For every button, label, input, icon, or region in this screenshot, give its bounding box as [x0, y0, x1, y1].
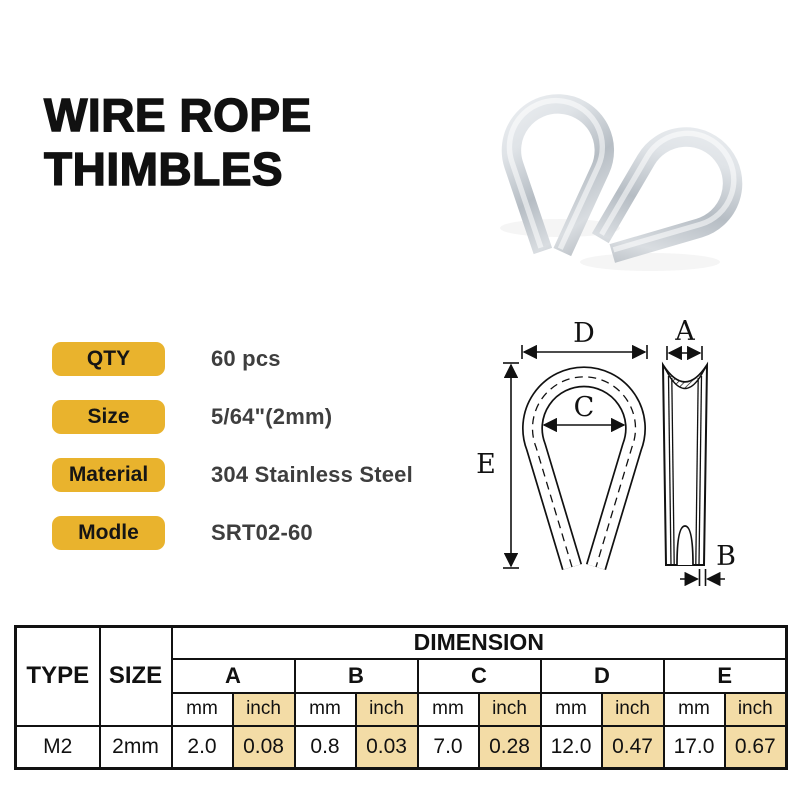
dim-label-E: E [476, 449, 496, 480]
cell-B-inch: 0.03 [356, 726, 418, 769]
col-header-B: B [295, 659, 418, 693]
dim-label-D: D [573, 318, 595, 349]
thimble-side-view [663, 365, 707, 565]
spec-row-model [52, 516, 413, 550]
cell-type: M2 [16, 726, 100, 769]
spec-row-material [52, 458, 413, 492]
dimension-table [14, 625, 788, 770]
page-title [44, 88, 312, 197]
unit-header-inch: inch [356, 693, 418, 726]
cell-D-inch: 0.47 [602, 726, 664, 769]
material-badge: Material [52, 458, 165, 492]
unit-header-mm: mm [418, 693, 479, 726]
model-value: SRT02-60 [211, 520, 313, 545]
table-row [16, 726, 787, 769]
cell-B-mm: 0.8 [295, 726, 356, 769]
material-value: 304 Stainless Steel [211, 462, 413, 487]
page-title-line1: WIRE ROPE [44, 89, 312, 141]
size-value: 5/64"(2mm) [211, 404, 333, 429]
qty-value: 60 pcs [211, 346, 281, 371]
dim-label-A: A [675, 316, 695, 347]
cell-C-mm: 7.0 [418, 726, 479, 769]
col-header-type: TYPE [16, 627, 100, 726]
cell-E-inch: 0.67 [725, 726, 787, 769]
unit-header-mm: mm [295, 693, 356, 726]
dim-label-B: B [716, 541, 736, 572]
unit-header-inch: inch [233, 693, 295, 726]
unit-header-inch: inch [479, 693, 541, 726]
size-badge: Size [52, 400, 165, 434]
dim-label-C: C [573, 392, 595, 423]
model-badge: Modle [52, 516, 165, 550]
spec-row-qty [52, 342, 413, 376]
col-header-A: A [172, 659, 295, 693]
col-header-C: C [418, 659, 541, 693]
cell-size: 2mm [100, 726, 172, 769]
col-header-D: D [541, 659, 664, 693]
col-header-E: E [664, 659, 787, 693]
unit-header-mm: mm [172, 693, 233, 726]
cell-A-mm: 2.0 [172, 726, 233, 769]
cell-A-inch: 0.08 [233, 726, 295, 769]
unit-header-inch: inch [602, 693, 664, 726]
page-title-line2: THIMBLES [44, 143, 284, 196]
qty-badge: QTY [52, 342, 165, 376]
bottom-notch [677, 526, 693, 565]
dim-E [503, 363, 519, 568]
cell-D-mm: 12.0 [541, 726, 602, 769]
spec-row-size [52, 400, 413, 434]
photo-shadow [580, 253, 720, 271]
dimension-diagram [473, 313, 793, 591]
dim-A [667, 346, 702, 360]
spec-list [52, 342, 413, 574]
unit-header-mm: mm [541, 693, 602, 726]
unit-header-inch: inch [725, 693, 787, 726]
product-photo [430, 10, 790, 300]
cell-C-inch: 0.28 [479, 726, 541, 769]
col-header-dimension: DIMENSION [172, 627, 787, 659]
unit-header-mm: mm [664, 693, 725, 726]
col-header-size: SIZE [100, 627, 172, 726]
cell-E-mm: 17.0 [664, 726, 725, 769]
